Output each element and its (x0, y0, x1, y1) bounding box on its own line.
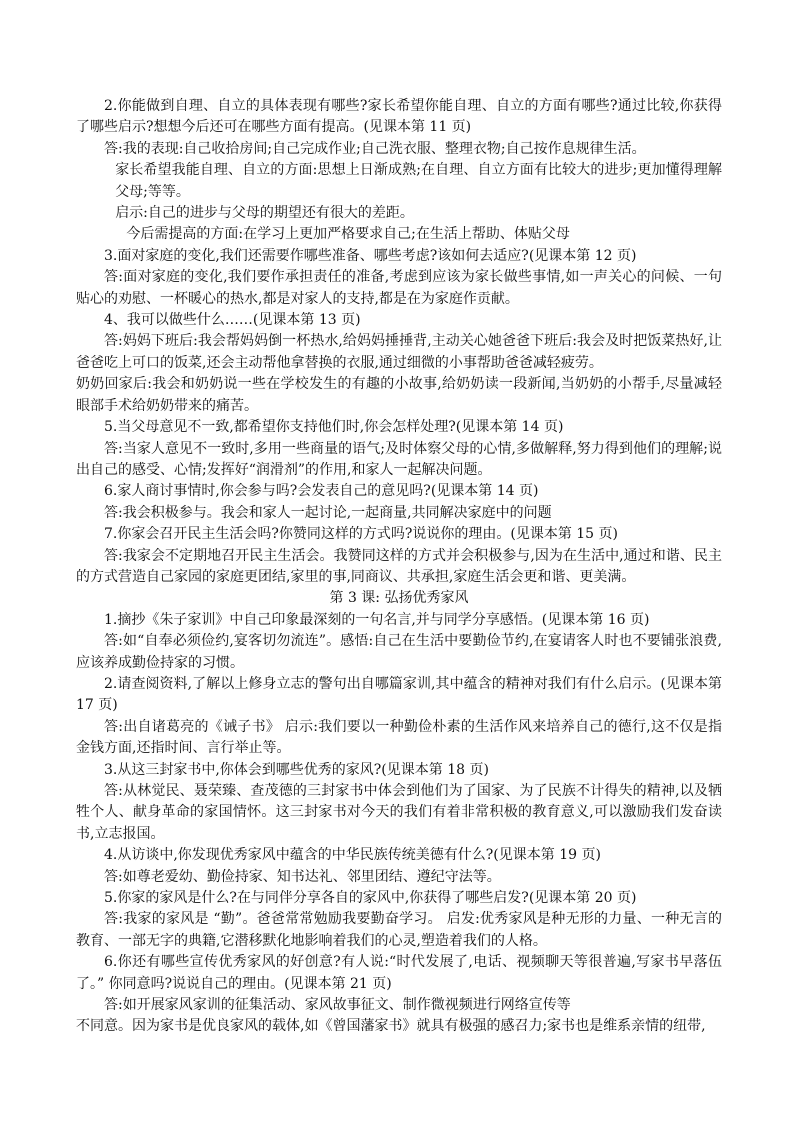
answer-2-performance: 答:我的表现:自己收拾房间;自己完成作业;自己洗衣服、整理衣物;自己按作息规律生活。 (104, 140, 646, 157)
answer-7: 答:我家会不定期地召开民主生活会。我赞同这样的方式并会积极参与,因为在生活中,通过和谐、民主的方式营造自己家园的家庭更团结,家里的事,同商议、共承担,家庭生活会更和谐、更美满。 (76, 547, 722, 585)
question-5: 5.当父母意见不一致,都希望你支持他们时,你会怎样处理?(见课本第 14 页) (104, 419, 564, 436)
question-2: 2.你能做到自理、自立的具体表现有哪些?家长希望你能自理、自立的方面有哪些?通过比较,你获得了哪些启示?想想今后还可在哪些方面有提高。(见课本第 11 页) (76, 98, 722, 136)
lesson3-question-1: 1.摘抄《朱子家训》中自己印象最深刻的一句名言,并与同学分享感悟。(见课本第 16 页) (104, 611, 650, 628)
answer-5: 答:当家人意见不一致时,多用一些商量的语气;及时体察父母的心情,多做解释,努力得到他们的理解;说出自己的感受、心情;发挥好“润滑剂”的作用,和家人一起解决问题。 (76, 440, 722, 478)
lesson3-question-5: 5.你家的家风是什么?在与同伴分享各自的家风中,你获得了哪些启发?(见课本第 20 页) (104, 890, 637, 907)
lesson3-answer-5: 答:我家的家风是 “勤”。爸爸常常勉励我要勤奋学习。 启发:优秀家风是种无形的力量、一种无言的教育、一部无字的典籍,它潜移默化地影响着我们的心灵,塑造着我们的人格。 (76, 911, 722, 949)
document-page (76, 96, 722, 1038)
lesson3-question-2: 2.请查阅资料,了解以上修身立志的警句出自哪篇家训,其中蕴含的精神对我们有什么启示。(见课本第 17 页) (76, 675, 722, 714)
lesson3-question-4: 4.从访谈中,你发现优秀家风中蕴含的中华民族传统美德有什么?(见课本第 19 页) (104, 847, 601, 864)
answer-2-improvement: 今后需提高的方面:在学习上更加严格要求自己;在生活上帮助、体贴父母 (126, 226, 570, 243)
question-7: 7.你家会召开民主生活会吗?你赞同这样的方式吗?说说你的理由。(见课本第 15 页) (104, 526, 619, 543)
answer-2-insight: 启示:自己的进步与父母的期望还有很大的差距。 (115, 205, 414, 222)
answer-4-parents: 答:妈妈下班后:我会帮妈妈倒一杯热水,给妈妈捶捶背,主动关心她爸爸下班后:我会及时把饭菜热好,让爸爸吃上可口的饭菜,还会主动帮他拿替换的衣服,通过细微的小事帮助爸爸减轻疲劳。 (76, 333, 722, 371)
answer-6: 答:我会积极参与。我会和家人一起讨论,一起商量,共同解决家庭中的问题 (104, 504, 552, 521)
question-6: 6.家人商讨事情时,你会参与吗?会发表自己的意见吗?(见课本第 14 页) (104, 483, 539, 500)
lesson3-answer-6-ideas: 答:如开展家风家训的征集活动、家风故事征文、制作微视频进行网络宣传等 (104, 997, 571, 1014)
question-4: 4、我可以做些什么……(见课本第 13 页) (104, 312, 361, 329)
lesson3-answer-4: 答:如尊老爱幼、勤俭持家、知书达礼、邻里团结、遵纪守法等。 (104, 868, 501, 885)
lesson3-question-3: 3.从这三封家书中,你体会到哪些优秀的家风?(见课本第 18 页) (104, 761, 489, 778)
lesson3-answer-3: 答:从林觉民、聂荣臻、查茂德的三封家书中体会到他们为了国家、为了民族不计得失的精神,以及牺牲个人、献身革命的家国情怀。这三封家书对今天的我们有着非常积极的教育意义,可以激励我们发奋读书,立志报国。 (76, 783, 722, 842)
lesson3-answer-1: 答:如“自奉必须俭约,宴客切勿流连”。感悟:自己在生活中要勤俭节约,在宴请客人时也不要铺张浪费,应该养成勤俭持家的习惯。 (76, 633, 722, 671)
lesson3-answer-2: 答:出自诸葛亮的《诫子书》 启示:我们要以一种勤俭朴素的生活作风来培养自己的德行,这不仅是指金钱方面,还指时间、言行举止等。 (76, 718, 722, 757)
lesson3-answer-6-opinion: 不同意。因为家书是优良家风的载体,如《曾国藩家书》就具有极强的感召力;家书也是维系亲情的纽带, (76, 1018, 706, 1035)
answer-3: 答:面对家庭的变化,我们要作承担责任的准备,考虑到应该为家长做些事情,如一声关心的问候、一句贴心的劝慰、一杯暖心的热水,都是对家人的支持,都是在为家庭作贡献。 (76, 269, 722, 307)
lesson3-question-6: 6.你还有哪些宣传优秀家风的好创意?有人说:“时代发展了,电话、视频聊天等很普遍,写家书早落伍了。” 你同意吗?说说自己的理由。(见课本第 21 页) (76, 954, 722, 992)
question-3: 3.面对家庭的变化,我们还需要作哪些准备、哪些考虑?该如何去适应?(见课本第 12 页) (104, 247, 637, 264)
lesson-3-heading: 第 3 课: 弘扬优秀家风 (329, 590, 469, 607)
answer-2-parent-hopes: 家长希望我能自理、自立的方面:思想上日渐成熟;在自理、自立方面有比较大的进步;更加懂得理解父母;等等。 (115, 162, 722, 200)
answer-4-grandma: 奶奶回家后:我会和奶奶说一些在学校发生的有趣的小故事,给奶奶读一段新闻,当奶奶的小帮手,尽量减轻眼部手术给奶奶带来的痛苦。 (76, 376, 722, 414)
